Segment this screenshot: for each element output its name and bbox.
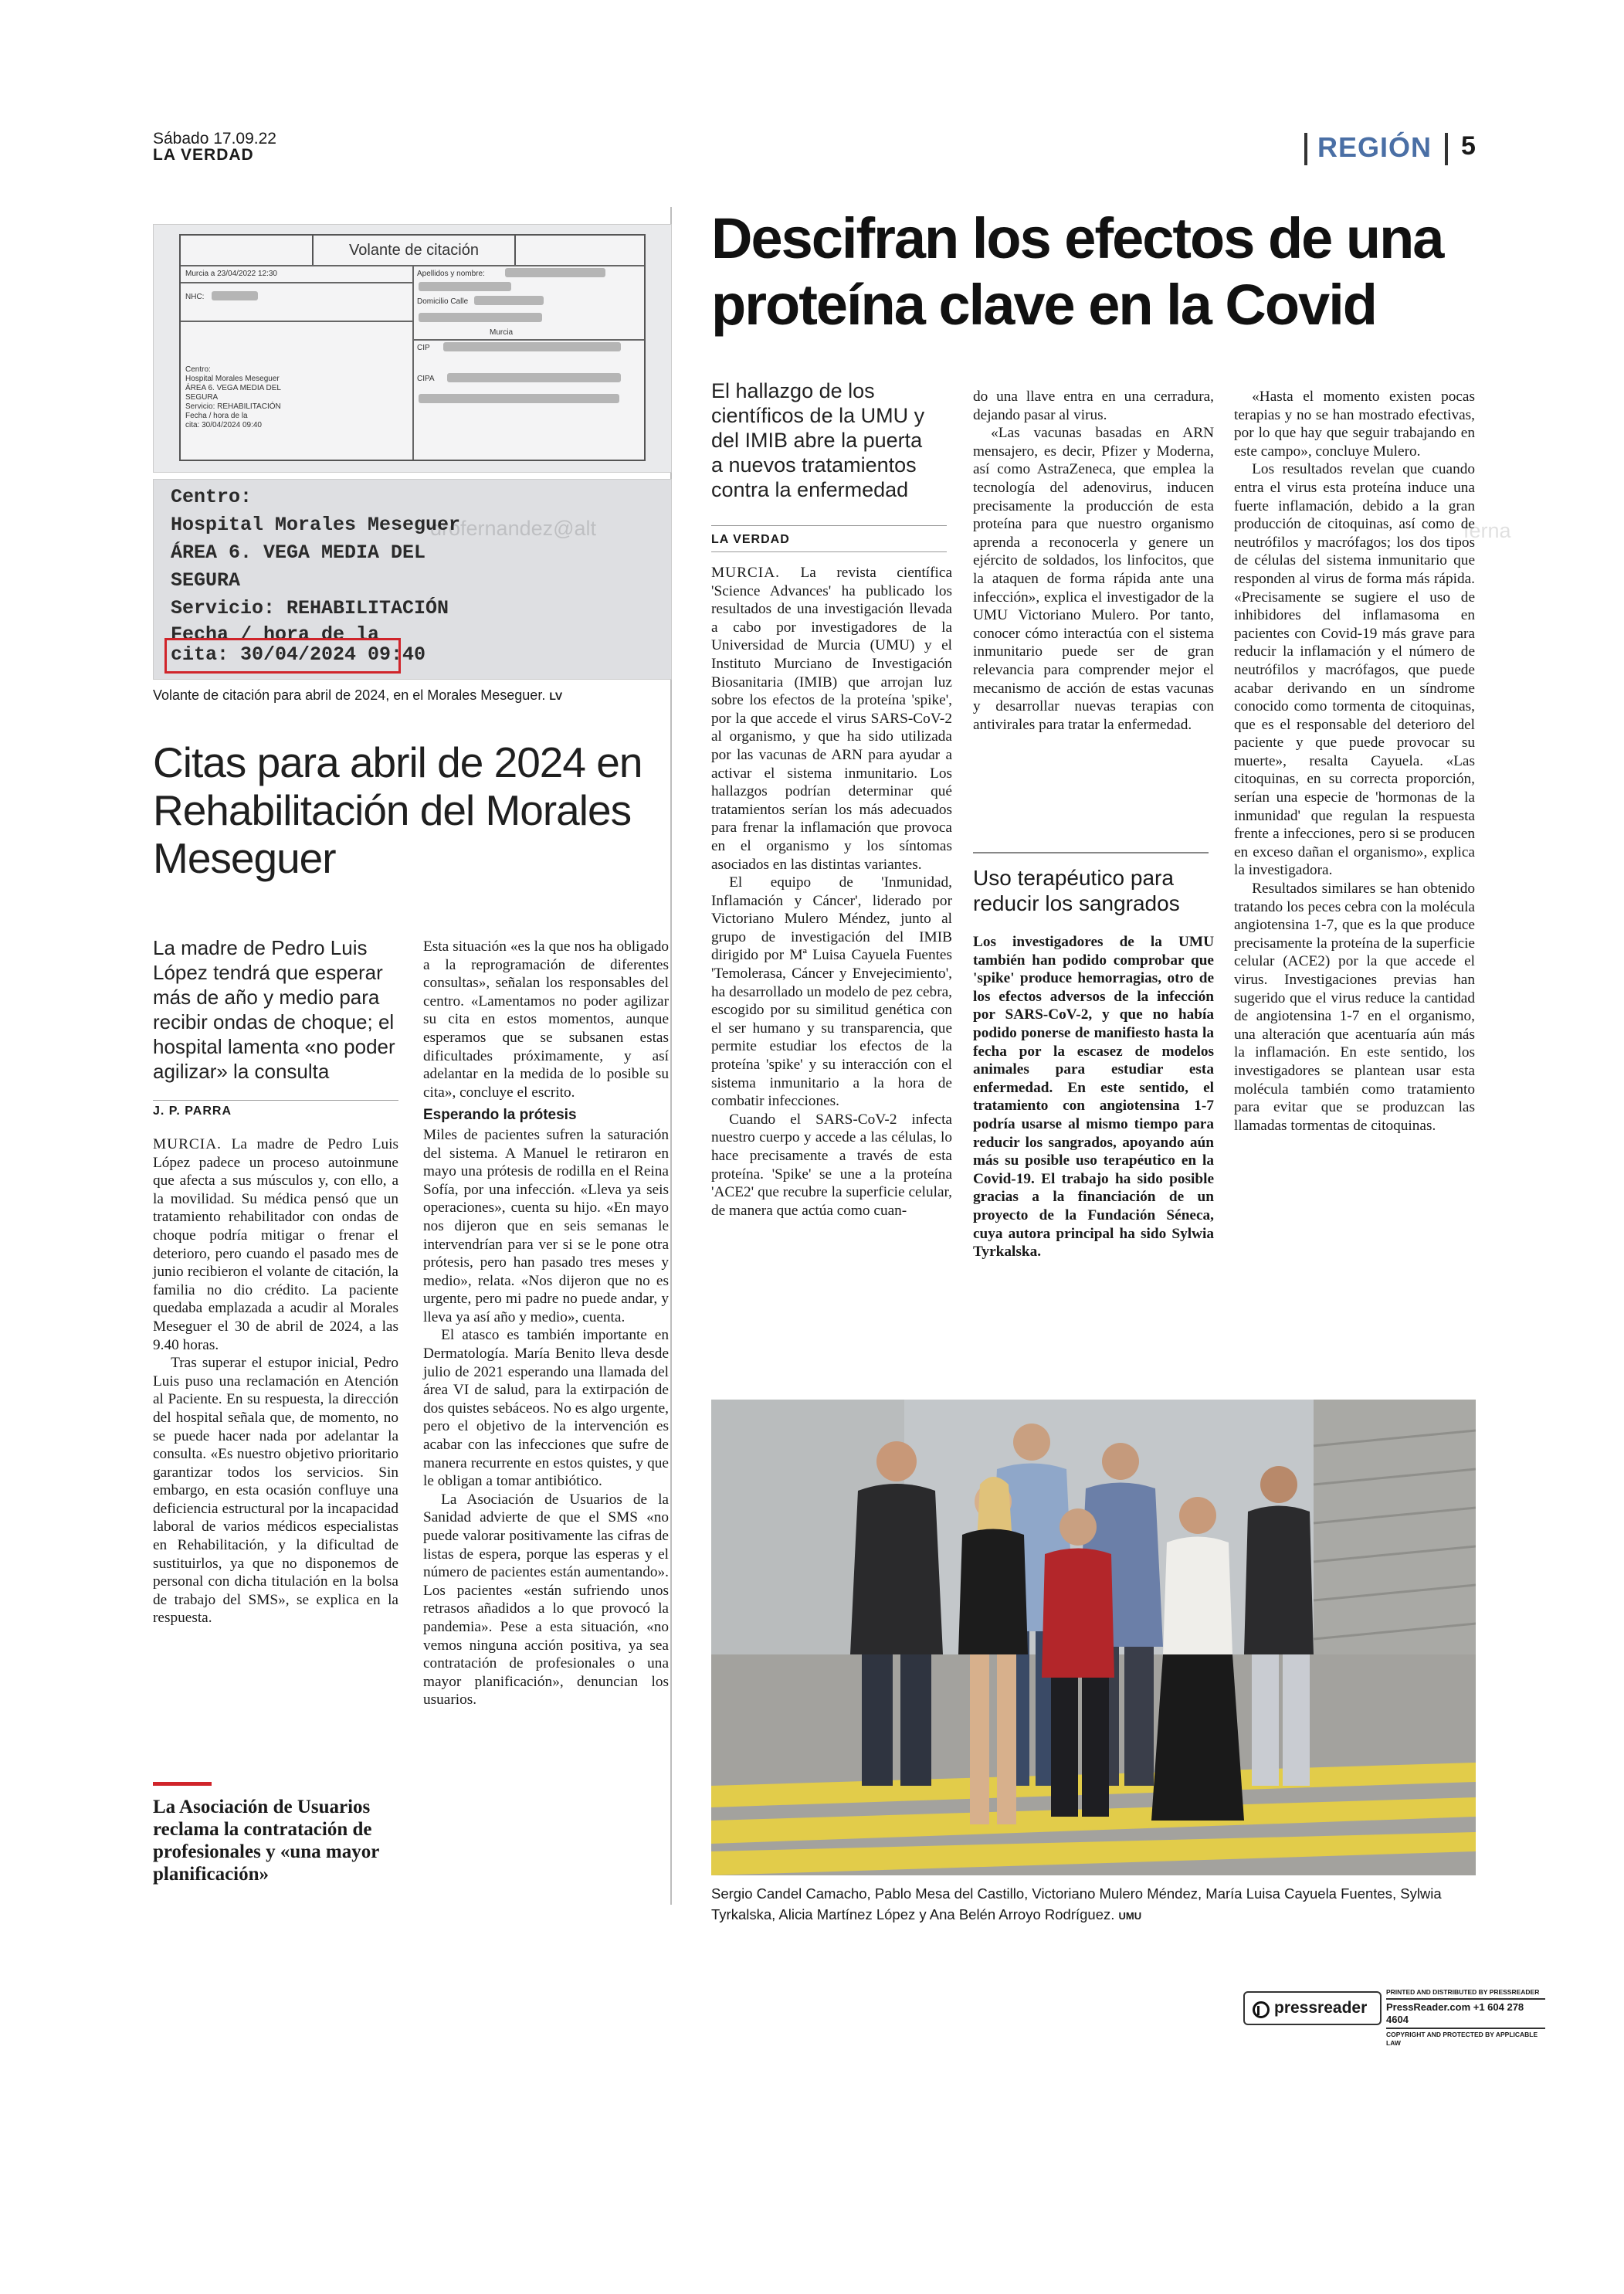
paragraph: El atasco es también importante en Dermatología. María Benito lleva desde julio de 2021 esperando una llamada del área VI de salud, para la extirpación de dos quistes sebáceos. No es algo urgente, pero el objetivo de la intervención es acabar con las infecciones que sufre de manera recurrente en estos quistes, y que le obligan a tomar antibiótico.: [423, 1327, 669, 1490]
research-team-photo: [711, 1400, 1476, 1875]
paragraph: La madre de Pedro Luis López padece un proceso autoinmune que afecta a sus músculos y, con ello, a la movilidad. Su médica pensó que un tratamiento rehabilitador con ondas de choque podría mitigar o frenar el deterioro, pero cuando el pasado mes de junio recibieron el volante de citación, la familia no dio crédito. La paciente quedaba emplazada a acudir al Morales Meseguer el 30 de abril de 2024, a las 9.40 horas.: [153, 1136, 398, 1353]
paragraph: Resultados similares se han obtenido tratando los peces cebra con la molécula angiotensina 1-7, que es la que produce precisamente la proteína de la superficie celular (ACE2) por la que accede el virus. Investigaciones previas han sugerido que el virus reduce la cantidad de angiotensina 1-7 en el organismo, una alteración que acentuaría aún más la inflamación. En este sentido, los investigadores se plantean usar esta molécula también como tratamiento para evitar que se produzcan las llamadas tormentas de citoquinas.: [1234, 881, 1475, 1134]
byline-rule: [711, 525, 947, 526]
notice-line: PRINTED AND DISTRIBUTED BY PRESSREADER: [1386, 1988, 1540, 1996]
redacted-field: [419, 394, 619, 403]
section-heading: Esperando la prótesis: [423, 1107, 577, 1124]
watermark: ferna: [1463, 519, 1511, 542]
zoom-line: cita: 30/04/2024 09:40: [171, 643, 426, 666]
paragraph: Los investigadores de la UMU también han podido comprobar que 'spike' produce hemorragias, otro de los efectos adversos de la infección por SARS-CoV-2, y que no había podido ponerse de manifiesto hasta la fecha por la escasez de modelos animales para estudiar esta enfermedad. En este sentido, el tratamiento con angiotensina 1-7 podría usarse al mismo tiempo para reducir los sangrados, apoyando aún más su posible uso terapéutico en la Covid-19. El trabajo ha sido posible gracias a la financiación de un proyecto de la Fundación Séneca, cuya autora principal ha sido Sylwia Tyrkalska.: [973, 934, 1214, 1261]
form-rule: [181, 282, 412, 283]
watermark: drofernandez@alt: [430, 517, 597, 540]
form-rule: [412, 265, 414, 460]
paragraph: «Hasta el momento existen pocas terapias y no se han mostrado efectivas, por lo que hay que seguir trabajando en este campo», concluye Mulero.: [1234, 389, 1475, 460]
pressreader-logo-text: pressreader: [1274, 1999, 1368, 2017]
header-divider: [1445, 133, 1448, 165]
zoom-line: SEGURA: [171, 569, 241, 592]
slip-cipa-label: CIPA: [417, 375, 435, 383]
byline-rule: [711, 551, 947, 552]
paragraph: Esta situación «es la que nos ha obligado a la reprogramación de diferentes consultas», señalan los responsables del centro. «Lamentamos no poder agilizar su cita en estos momentos, aunque esperamos que se subsanen estas dificultades próximamente, y así adelantar en la medida de lo posible su cita», concluye el escrito.: [423, 938, 669, 1101]
paragraph: La revista científica 'Science Advances' ha publicado los resultados de una investigación llevada a cabo por investigadores de la Universidad de Murcia (UMU) y el Instituto Murciano de Investigación Biosanitaria (IMIB) que arrojan luz sobre los efectos de la proteína 'spike', por la que accede el virus SARS-CoV-2 al organismo, y que ha sido utilizada por las vacunas de ARN para ayudar a activar el sistema inmunitario. Los hallazgos podrían determinar qué tratamientos serían los más adecuados para frenar la inflamación que provoca en el organismo y los síntomas asociados en las distintas variantes.: [711, 565, 952, 873]
redacted-field: [447, 373, 621, 382]
slip-address-label: Domicilio Calle: [417, 297, 469, 306]
redacted-field: [474, 296, 544, 305]
pressreader-logo: [1243, 1991, 1382, 2025]
slip-city: Murcia: [490, 328, 514, 337]
slip-center-line: Centro:: [185, 365, 211, 374]
notice-line: COPYRIGHT AND PROTECTED BY APPLICABLE LAW: [1386, 2031, 1538, 2047]
person-7: [1244, 1466, 1314, 1786]
photo-credit: UMU: [1118, 1910, 1142, 1922]
paragraph: El equipo de 'Inmunidad, Inflamación y Cáncer', liderado por Victoriano Mulero Méndez, junto al grupo de investigación del IMIB dirigido por Mª Luisa Cayuela Fuentes 'Temolerasa, Cáncer y Envejecimiento', ha desarrollado un modelo de pez cebra, escogido por su similitud genética con el ser humano y su transparencia, que permite estudiar los efectos de la proteína 'spike' y su interacción con el sistema inmunitario a la hora de combatir infecciones.: [711, 874, 952, 1110]
article-column: [153, 1135, 398, 1627]
paragraph: «Las vacunas basadas en ARN mensajero, es decir, Pfizer y Moderna, así como AstraZeneca, que emplea la tecnología del adenovirus, inducen precisamente la producción de esta proteína para que nuestro organismo aprenda a reconocerla y genere un ejército de soldados, los linfocitos, que la ataquen de forma rápida ante una infección», explica el investigador de la UMU Victoriano Mulero. Por tanto, conocer cómo interactúa con el sistema inmunitario puede ser de gran relevancia para comprender mejor el mecanismo de acción de estas vacunas y desarrollar nuevas terapias con antivirales para tratar la enfermedad.: [973, 425, 1214, 733]
pressreader-icon: [1253, 2001, 1270, 2018]
slip-center-line: SEGURA: [185, 393, 219, 402]
pressreader-notice: [1386, 1988, 1545, 2048]
zoom-line: Fecha / hora de la: [171, 623, 380, 646]
redacted-field: [419, 282, 511, 291]
redacted-field: [212, 291, 258, 300]
dateline: MURCIA.: [711, 565, 780, 581]
zoom-line: Hospital Morales Meseguer: [171, 514, 461, 536]
dateline: MURCIA.: [153, 1136, 222, 1152]
slip-center-line: Fecha / hora de la: [185, 412, 248, 420]
main-subhead: El hallazgo de los científicos de la UMU y del IMIB abre la puerta a nuevos tratamientos contra la enfermedad: [711, 379, 925, 501]
slip-center-line: Servicio: REHABILITACIÓN: [185, 402, 281, 411]
section-name: REGIÓN: [1317, 131, 1432, 163]
byline-rule: [153, 1100, 398, 1101]
paragraph: Cuando el SARS-CoV-2 infecta nuestro cuerpo y accede a las células, lo hace precisamente a través de esta proteína. 'Spike' se une a la proteína 'ACE2' que recubre la superficie celular, de manera que actúa como cuan-: [711, 1111, 952, 1219]
appointment-slip-zoom-photo: [153, 479, 672, 680]
slip-date: Murcia a 23/04/2022 12:30: [185, 270, 277, 278]
form-rule: [412, 339, 644, 341]
subhead-rule: [973, 852, 1209, 853]
slip-center-line: ÁREA 6. VEGA MEDIA DEL: [185, 384, 281, 392]
issue-date: Sábado 17.09.22: [153, 130, 276, 148]
article-column: [711, 564, 952, 1220]
pull-quote-rule: [153, 1782, 212, 1786]
redacted-field: [419, 313, 542, 322]
zoom-line: ÁREA 6. VEGA MEDIA DEL: [171, 541, 426, 564]
byline: LA VERDAD: [711, 533, 790, 546]
article-subhead: La madre de Pedro Luis López tendrá que esperar más de año y medio para recibir ondas de choque; el hospital lamenta «no poder agilizar» la consulta: [153, 936, 395, 1083]
appointment-slip-photo: [153, 224, 672, 473]
article-column: [973, 933, 1214, 1261]
slip-center-line: Hospital Morales Meseguer: [185, 375, 280, 383]
paragraph: do una llave entra en una cerradura, dejando pasar al virus.: [973, 389, 1214, 423]
highlight-box: [164, 638, 401, 674]
article-column: [1234, 388, 1475, 1135]
caption-text: Volante de citación para abril de 2024, en el Morales Meseguer.: [153, 687, 546, 703]
article-column: [423, 938, 669, 1709]
zoom-line: Centro:: [171, 486, 253, 508]
section-heading: Uso terapéutico para reducir los sangrados: [973, 866, 1180, 915]
paragraph: Los resultados revelan que cuando entra el virus esta proteína induce una fuerte inflamación, debido a la gran producción de citoquinas, así como de neutrófilos y macrófagos; los dos tipos de células del sistema inmunitario que responden al virus de forma más rápida. «Precisamente se sugiere el uso de inhibidores del inflamasoma en pacientes con Covid-19 más grave para reducir la inflamación y el número de neutrófilos y macrófagos, que puede acabar derivando en un síndrome conocido como tormenta de citoquinas, que es el responsable del deterioro del paciente y que puede provocar su muerte», resalta Cayuela. «Las citoquinas, en su correcta proporción, serían una especie de 'hormonas de la inmunidad' que regulan la respuesta frente a infecciones, pero si se producen en exceso dañan el organismo», explica la investigadora.: [1234, 461, 1475, 879]
paragraph: Tras superar el estupor inicial, Pedro Luis puso una reclamación en Atención al Paciente. En su respuesta, la dirección del hospital señala que, de momento, no se puede hacer nada por adelantar la consulta. «Es nuestro objetivo prioritario garantizar todos los servicios. Sin embargo, en esta ocasión confluye una deficiencia estructural por la incapacidad laboral de varios médicos especialistas en Rehabilitación, y la dificultad de sustituirlos, ya que no disponemos de personal con dicha titulación en la bolsa de trabajo del SMS», se explica en la respuesta.: [153, 1355, 398, 1627]
slip-cip-label: CIP: [417, 344, 430, 352]
notice-rule: [1386, 1998, 1545, 2000]
byline: J. P. PARRA: [153, 1105, 232, 1118]
slip-name-label: Apellidos y nombre:: [417, 270, 485, 278]
article-column: [973, 388, 1214, 734]
paragraph: Miles de pacientes sufren la saturación del sistema. A Manuel le retiraron en mayo una prótesis de rodilla en el Reina Sofía, por una infección. «Lleva ya seis operaciones», cuenta su hijo. «En mayo nos dijeron que en seis semanas le intervendrían para ver si se le pone otra prótesis, pero han pasado tres meses y medio», relata. «Nos dijeron que no es urgente, pero mi padre no puede andar, y lleva ya así año y medio», cuenta.: [423, 1126, 669, 1325]
notice-contact: PressReader.com +1 604 278 4604: [1386, 2001, 1524, 2025]
team-photo-illustration: [711, 1400, 1476, 1875]
article-headline: Citas para abril de 2024 en Rehabilitación del Morales Meseguer: [153, 738, 642, 882]
pull-quote: La Asociación de Usuarios reclama la contratación de profesionales y «una mayor planificación»: [153, 1797, 379, 1885]
person-5: [1042, 1508, 1114, 1817]
notice-rule: [1386, 2028, 1545, 2029]
caption-text: Sergio Candel Camacho, Pablo Mesa del Castillo, Victoriano Mulero Méndez, María Luisa Cayuela Fuentes, Sylwia Tyrkalska, Alicia Martínez López y Ana Belén Arroyo Rodríguez.: [711, 1885, 1442, 1922]
redacted-field: [443, 342, 621, 351]
photo-caption: [153, 687, 670, 704]
zoom-line: Servicio: REHABILITACIÓN: [171, 597, 449, 619]
paragraph: La Asociación de Usuarios de la Sanidad advierte de que el SMS «no puede valorar positivamente las cifras de listas de espera, porque las esperas y el número de pacientes están aumentando». Los pacientes «están sufriendo unos retrasos añadidos a lo que provocó la pandemia». Pese a esta situación, «no vemos ninguna acción positiva, ya sea contratación de profesionales o una mayor planificación», denuncian los usuarios.: [423, 1491, 669, 1709]
form-rule: [181, 321, 412, 322]
photo-credit: LV: [549, 690, 563, 702]
redacted-field: [505, 268, 605, 277]
slip-center-line: cita: 30/04/2024 09:40: [185, 421, 262, 429]
slip-nhc-label: NHC:: [185, 293, 205, 301]
appointment-slip-form: [179, 234, 646, 461]
newspaper-name: LA VERDAD: [153, 146, 254, 164]
main-headline: Descifran los efectos de una proteína clave en la Covid: [711, 206, 1443, 337]
photo-caption: [711, 1883, 1476, 1926]
slip-title: Volante de citación: [312, 236, 516, 265]
page-number: 5: [1461, 131, 1476, 161]
header-divider: [1304, 133, 1307, 165]
